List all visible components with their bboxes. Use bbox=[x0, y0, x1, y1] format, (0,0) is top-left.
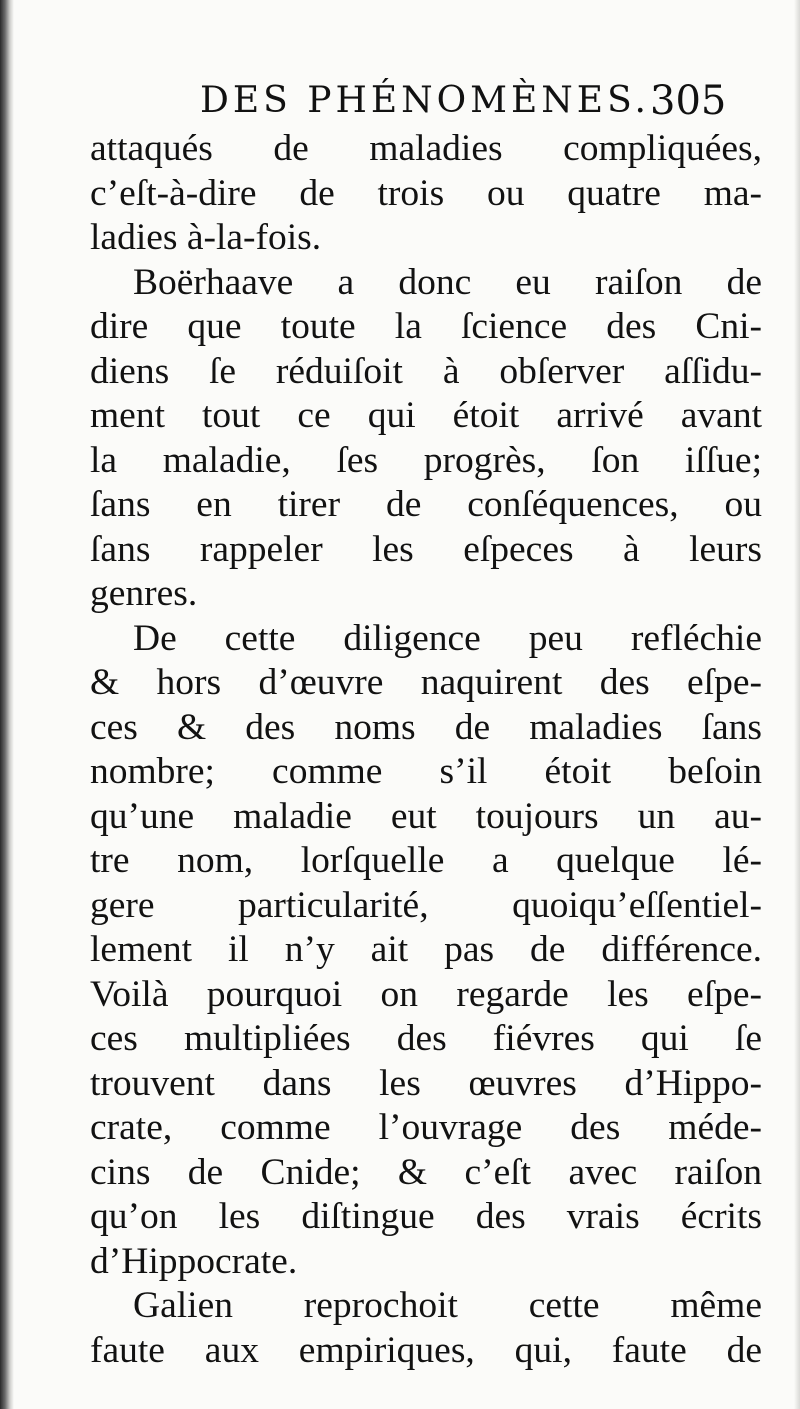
text-line: ces multipliées des fiévres qui ſe bbox=[90, 1018, 762, 1059]
text-line: Galien reprochoit cette même bbox=[133, 1285, 762, 1326]
text-line: ſans rappeler les eſpeces à leurs bbox=[90, 528, 762, 570]
text-line: gere particularité, quoiqu’eſſentiel- bbox=[90, 884, 762, 926]
text-line: ladies à-la-fois. bbox=[90, 217, 322, 258]
text-line: dire que toute la ſcience des Cni- bbox=[90, 306, 762, 347]
text-line: tre nom, lorſquelle a quelque lé- bbox=[90, 840, 762, 881]
text-line: & hors d’œuvre naquirent des eſpe- bbox=[90, 662, 762, 703]
page-number: 305 bbox=[650, 78, 727, 124]
text-line: d’Hippocrate. bbox=[90, 1240, 298, 1282]
text-line: diens ſe réduiſoit à obſerver aſſidu- bbox=[90, 350, 762, 392]
text-line: genres. bbox=[90, 573, 198, 614]
text-line: crate, comme l’ouvrage des méde- bbox=[90, 1107, 762, 1148]
text-line: ment tout ce qui étoit arrivé avant bbox=[90, 395, 762, 436]
text-line: cins de Cnide; & c’eſt avec raiſon bbox=[90, 1151, 762, 1193]
text-line: De cette diligence peu refléchie bbox=[133, 617, 762, 659]
text-line: qu’une maladie eut toujours un au- bbox=[90, 795, 762, 837]
page-gutter-shadow bbox=[0, 0, 14, 1409]
text-line: lement il n’y ait pas de différence. bbox=[90, 929, 762, 970]
page-edge bbox=[794, 0, 800, 1409]
text-line: Voilà pourquoi on regarde les eſpe- bbox=[90, 973, 762, 1015]
text-line: ſans en tirer de conſéquences, ou bbox=[90, 484, 762, 525]
text-line: ces & des noms de maladies ſans bbox=[90, 706, 762, 748]
text-line: faute aux empiriques, qui, faute de bbox=[90, 1329, 762, 1371]
page-header bbox=[200, 76, 760, 126]
body-text bbox=[90, 127, 762, 1373]
text-line: trouvent dans les œuvres d’Hippo- bbox=[90, 1062, 762, 1104]
text-line: nombre; comme s’il étoit beſoin bbox=[90, 751, 762, 792]
text-line: qu’on les diſtingue des vrais écrits bbox=[90, 1196, 762, 1237]
text-line: la maladie, ſes progrès, ſon iſſue; bbox=[90, 439, 762, 481]
running-title: DES PHÉNOMÈNES. bbox=[200, 80, 650, 121]
text-line: attaqués de maladies compliquées, bbox=[90, 128, 762, 169]
text-line: c’eſt-à-dire de trois ou quatre ma- bbox=[90, 172, 762, 214]
text-line: Boërhaave a donc eu raiſon de bbox=[133, 261, 762, 303]
